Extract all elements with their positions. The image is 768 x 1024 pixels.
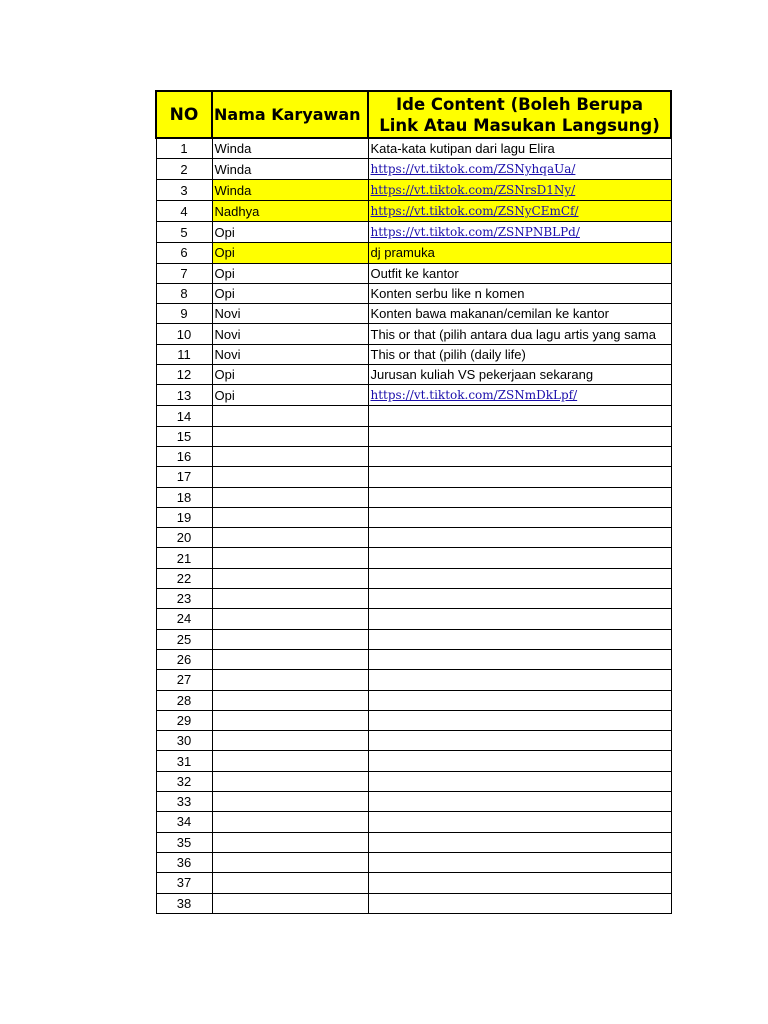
table-row [156, 812, 671, 832]
table-row [156, 365, 671, 385]
row-number-cell[interactable]: 22 [156, 568, 212, 588]
employee-name-cell[interactable] [212, 873, 368, 893]
table-row [156, 385, 671, 406]
content-idea-cell[interactable] [368, 426, 671, 446]
content-idea-cell[interactable]: Outfit ke kantor [368, 263, 671, 283]
row-number-cell[interactable]: 17 [156, 467, 212, 487]
content-idea-cell[interactable] [368, 832, 671, 852]
tiktok-link[interactable]: https://vt.tiktok.com/ZSNyCEmCf/ [370, 204, 579, 219]
content-idea-cell[interactable]: dj pramuka [368, 243, 671, 263]
employee-name-cell[interactable]: Novi [212, 304, 368, 324]
row-number-cell[interactable]: 15 [156, 426, 212, 446]
header-ide-content-line2: Link Atau Masukan Langsung) [379, 115, 660, 135]
row-number-cell[interactable]: 6 [156, 243, 212, 263]
employee-name-cell[interactable]: Winda [212, 138, 368, 159]
table-row [156, 426, 671, 446]
table-header [156, 91, 671, 138]
row-number-cell[interactable]: 19 [156, 507, 212, 527]
table-row [156, 446, 671, 466]
row-number-cell[interactable]: 27 [156, 670, 212, 690]
employee-name-cell[interactable]: Novi [212, 324, 368, 344]
content-idea-cell[interactable] [368, 710, 671, 730]
content-idea-cell[interactable] [368, 731, 671, 751]
content-idea-cell[interactable] [368, 446, 671, 466]
table-row [156, 138, 671, 159]
header-ide-content[interactable] [368, 91, 671, 138]
content-idea-cell[interactable] [368, 852, 671, 872]
content-idea-cell[interactable] [368, 180, 671, 201]
row-number-cell[interactable]: 37 [156, 873, 212, 893]
row-number-cell[interactable]: 23 [156, 589, 212, 609]
employee-name-cell[interactable]: Opi [212, 365, 368, 385]
row-number-cell[interactable]: 33 [156, 792, 212, 812]
row-number-cell[interactable]: 13 [156, 385, 212, 406]
row-number-cell[interactable]: 26 [156, 649, 212, 669]
employee-name-cell[interactable] [212, 589, 368, 609]
row-number-cell[interactable]: 34 [156, 812, 212, 832]
table-row [156, 771, 671, 791]
tiktok-link[interactable]: https://vt.tiktok.com/ZSNrsD1Ny/ [370, 183, 576, 198]
table-body [156, 138, 671, 913]
employee-name-cell[interactable]: Opi [212, 385, 368, 406]
row-number-cell[interactable]: 31 [156, 751, 212, 771]
table-row [156, 222, 671, 243]
row-number-cell[interactable]: 5 [156, 222, 212, 243]
row-number-cell[interactable]: 25 [156, 629, 212, 649]
row-number-cell[interactable]: 4 [156, 201, 212, 222]
row-number-cell[interactable]: 38 [156, 893, 212, 913]
table-row [156, 324, 671, 344]
table-row [156, 243, 671, 263]
header-nama-karyawan[interactable]: Nama Karyawan [212, 91, 368, 138]
content-idea-cell[interactable] [368, 507, 671, 527]
content-idea-cell[interactable] [368, 201, 671, 222]
row-number-cell[interactable]: 30 [156, 731, 212, 751]
table-row [156, 487, 671, 507]
employee-name-cell[interactable] [212, 548, 368, 568]
employee-name-cell[interactable] [212, 771, 368, 791]
table-row [156, 507, 671, 527]
content-idea-cell[interactable]: Konten bawa makanan/cemilan ke kantor [368, 304, 671, 324]
table-row [156, 201, 671, 222]
tiktok-link[interactable]: https://vt.tiktok.com/ZSNmDkLpf/ [370, 388, 578, 403]
table-row [156, 406, 671, 426]
employee-name-cell[interactable]: Opi [212, 222, 368, 243]
content-idea-cell[interactable] [368, 222, 671, 243]
content-idea-cell[interactable]: Kata-kata kutipan dari lagu Elira [368, 138, 671, 159]
employee-name-cell[interactable] [212, 446, 368, 466]
content-idea-cell[interactable] [368, 568, 671, 588]
content-idea-cell[interactable] [368, 751, 671, 771]
employee-name-cell[interactable] [212, 426, 368, 446]
table-row [156, 609, 671, 629]
content-ideas-table [155, 90, 672, 914]
content-idea-cell[interactable] [368, 649, 671, 669]
tiktok-link[interactable]: https://vt.tiktok.com/ZSNPNBLPd/ [370, 225, 580, 240]
table-row [156, 731, 671, 751]
row-number-cell[interactable]: 14 [156, 406, 212, 426]
content-idea-cell[interactable] [368, 609, 671, 629]
content-idea-cell[interactable] [368, 873, 671, 893]
content-idea-cell[interactable] [368, 812, 671, 832]
employee-name-cell[interactable] [212, 629, 368, 649]
table-row [156, 180, 671, 201]
content-idea-cell[interactable] [368, 159, 671, 180]
employee-name-cell[interactable] [212, 710, 368, 730]
header-row [156, 91, 671, 138]
employee-name-cell[interactable]: Opi [212, 263, 368, 283]
content-idea-cell[interactable]: This or that (pilih antara dua lagu artis yang sama [368, 324, 671, 344]
content-idea-cell[interactable] [368, 548, 671, 568]
row-number-cell[interactable]: 12 [156, 365, 212, 385]
employee-name-cell[interactable]: Novi [212, 344, 368, 364]
table-row [156, 589, 671, 609]
employee-name-cell[interactable] [212, 852, 368, 872]
row-number-cell[interactable]: 18 [156, 487, 212, 507]
employee-name-cell[interactable] [212, 528, 368, 548]
row-number-cell[interactable]: 28 [156, 690, 212, 710]
employee-name-cell[interactable] [212, 832, 368, 852]
employee-name-cell[interactable] [212, 792, 368, 812]
row-number-cell[interactable]: 3 [156, 180, 212, 201]
row-number-cell[interactable]: 8 [156, 283, 212, 303]
employee-name-cell[interactable] [212, 751, 368, 771]
table-row [156, 528, 671, 548]
content-idea-cell[interactable] [368, 771, 671, 791]
employee-name-cell[interactable]: Winda [212, 159, 368, 180]
table-row [156, 690, 671, 710]
row-number-cell[interactable]: 24 [156, 609, 212, 629]
employee-name-cell[interactable] [212, 649, 368, 669]
employee-name-cell[interactable]: Opi [212, 283, 368, 303]
table-row [156, 710, 671, 730]
content-idea-cell[interactable]: This or that (pilih (daily life) [368, 344, 671, 364]
table-row [156, 548, 671, 568]
content-idea-cell[interactable] [368, 629, 671, 649]
content-idea-cell[interactable] [368, 690, 671, 710]
employee-name-cell[interactable] [212, 893, 368, 913]
employee-name-cell[interactable] [212, 406, 368, 426]
employee-name-cell[interactable] [212, 690, 368, 710]
content-idea-cell[interactable]: Konten serbu like n komen [368, 283, 671, 303]
table-row [156, 893, 671, 913]
employee-name-cell[interactable]: Opi [212, 243, 368, 263]
tiktok-link[interactable]: https://vt.tiktok.com/ZSNyhqaUa/ [370, 162, 576, 177]
table-row [156, 751, 671, 771]
employee-name-cell[interactable] [212, 507, 368, 527]
content-idea-cell[interactable] [368, 487, 671, 507]
header-ide-content-line1: Ide Content (Boleh Berupa [396, 94, 643, 114]
row-number-cell[interactable]: 35 [156, 832, 212, 852]
row-number-cell[interactable]: 29 [156, 710, 212, 730]
content-idea-cell[interactable] [368, 589, 671, 609]
table-row [156, 283, 671, 303]
content-idea-cell[interactable] [368, 893, 671, 913]
content-idea-cell[interactable] [368, 467, 671, 487]
content-idea-cell[interactable] [368, 792, 671, 812]
row-number-cell[interactable]: 10 [156, 324, 212, 344]
employee-name-cell[interactable] [212, 467, 368, 487]
row-number-cell[interactable]: 1 [156, 138, 212, 159]
content-idea-cell[interactable] [368, 406, 671, 426]
table-row [156, 568, 671, 588]
table-row [156, 852, 671, 872]
table-row [156, 304, 671, 324]
employee-name-cell[interactable] [212, 487, 368, 507]
row-number-cell[interactable]: 16 [156, 446, 212, 466]
table-row [156, 832, 671, 852]
table-row [156, 467, 671, 487]
table-row [156, 792, 671, 812]
employee-name-cell[interactable] [212, 568, 368, 588]
row-number-cell[interactable]: 32 [156, 771, 212, 791]
table-row [156, 159, 671, 180]
table-row [156, 873, 671, 893]
employee-name-cell[interactable] [212, 609, 368, 629]
table-row [156, 263, 671, 283]
header-no[interactable]: NO [156, 91, 212, 138]
row-number-cell[interactable]: 11 [156, 344, 212, 364]
row-number-cell[interactable]: 7 [156, 263, 212, 283]
employee-name-cell[interactable] [212, 670, 368, 690]
row-number-cell[interactable]: 20 [156, 528, 212, 548]
table-row [156, 670, 671, 690]
content-idea-cell[interactable]: Jurusan kuliah VS pekerjaan sekarang [368, 365, 671, 385]
table-row [156, 344, 671, 364]
content-idea-cell[interactable] [368, 528, 671, 548]
row-number-cell[interactable]: 2 [156, 159, 212, 180]
content-idea-cell[interactable] [368, 385, 671, 406]
content-idea-cell[interactable] [368, 670, 671, 690]
row-number-cell[interactable]: 21 [156, 548, 212, 568]
employee-name-cell[interactable] [212, 812, 368, 832]
table-row [156, 649, 671, 669]
row-number-cell[interactable]: 36 [156, 852, 212, 872]
employee-name-cell[interactable] [212, 731, 368, 751]
employee-name-cell[interactable]: Winda [212, 180, 368, 201]
employee-name-cell[interactable]: Nadhya [212, 201, 368, 222]
table-row [156, 629, 671, 649]
row-number-cell[interactable]: 9 [156, 304, 212, 324]
